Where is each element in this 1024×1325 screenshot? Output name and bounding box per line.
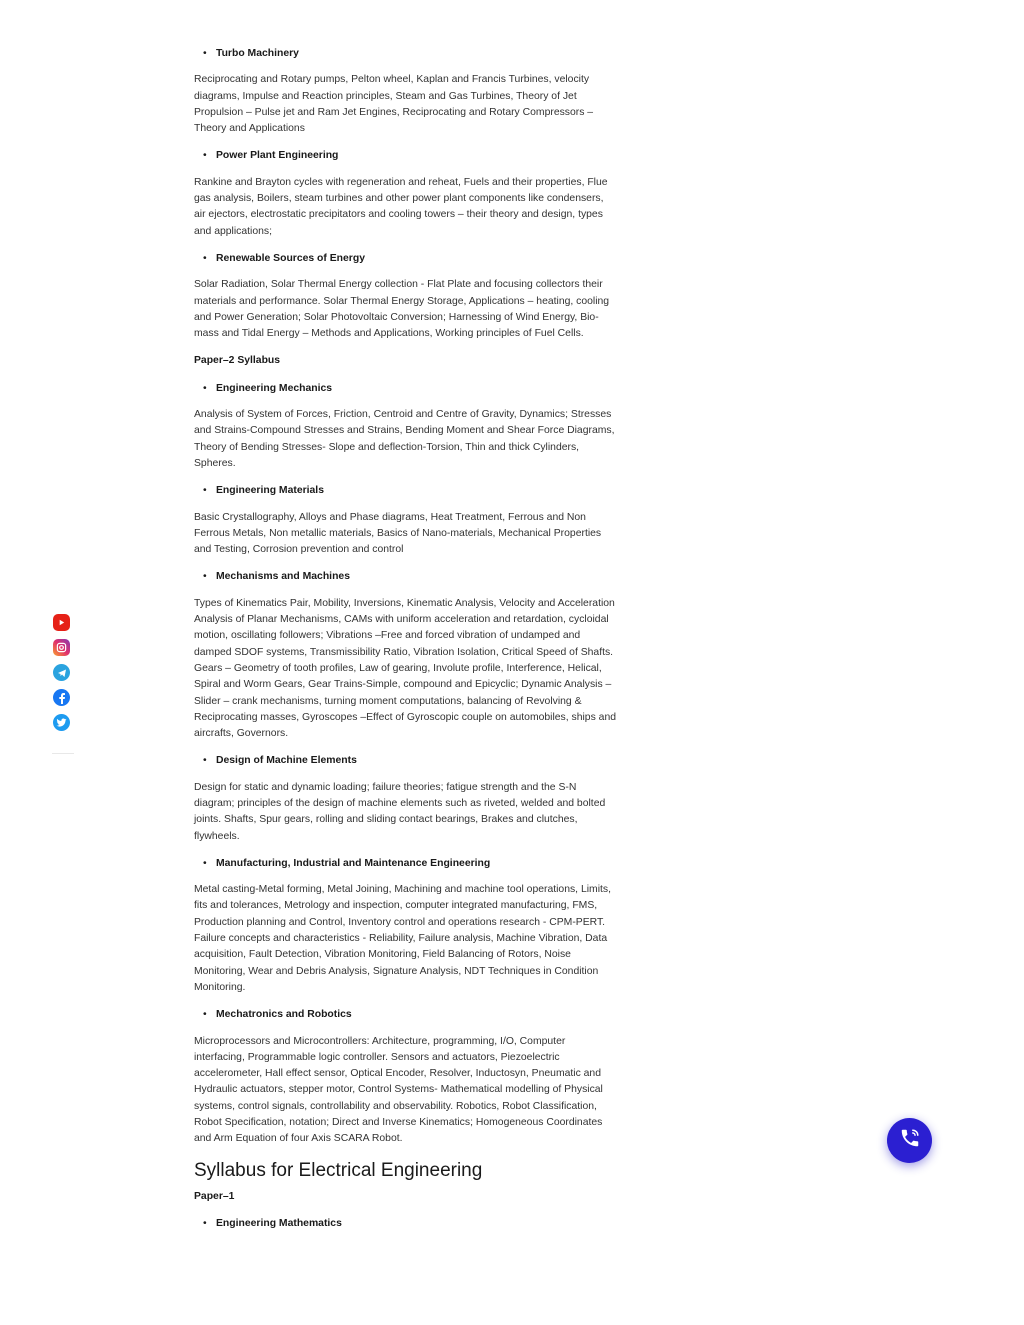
topic-renewable-energy: • Renewable Sources of Energy	[194, 251, 616, 267]
topic-engineering-mechanics: • Engineering Mechanics	[194, 381, 616, 397]
topic-manufacturing: • Manufacturing, Industrial and Maintenance Engineering	[194, 856, 616, 872]
paper-2-heading: Paper–2 Syllabus	[194, 355, 281, 367]
topic-text-mechanisms: Types of Kinematics Pair, Mobility, Inversions, Kinematic Analysis, Velocity and Acceleration Analysis of Planar Mechanisms, CAMs with uniform acceleration and retardation, cycloidal motion, oscillating followers; Vibrations –Free and forced vibration of undamped and damped SDOF systems, Transmissibility Ratio, Vibration Isolation, Critical Speed of Shafts. Gears – Geometry of tooth profiles, Law of gearing, Involute profile, Interference, Helical, Spiral and Worm Gears, Gear Trains-Simple, compound and Epicyclic; Dynamic Analysis – Slider – crank mechanisms, turning moment computations, balancing of Revolving & Reciprocating masses, Gyroscopes –Effect of Gyroscopic couple on automobiles, ships and aircrafts, Governors.	[194, 597, 616, 740]
social-links	[52, 614, 74, 754]
electrical-section-title: Syllabus for Electrical Engineering	[194, 1159, 483, 1181]
topic-power-plant: • Power Plant Engineering	[194, 148, 616, 164]
paper-1-heading: Paper–1	[194, 1190, 235, 1202]
topic-engineering-materials: • Engineering Materials	[194, 483, 616, 499]
facebook-icon[interactable]	[53, 689, 70, 706]
topic-text-mechatronics: Microprocessors and Microcontrollers: Architecture, programming, I/O, Computer interfacing, Programmable logic controller. Sensors and actuators, Piezoelectric accelerometer, Hall effect sensor, Optical Encoder, Resolver, Inductosyn, Pneumatic and Hydraulic actuators, stepper motor, Control Systems- Mathematical modelling of Physical systems, control signals, controllability and observability. Robotics, Robot Classification, Robot Specification, notation; Direct and Inverse Kinematics; Homogeneous Coordinates and Arm Equation of four Axis SCARA Robot.	[194, 1035, 603, 1145]
phone-icon	[899, 1127, 921, 1154]
topic-text-renewable-energy: Solar Radiation, Solar Thermal Energy collection - Flat Plate and focusing collectors their materials and performance. Solar Thermal Energy Storage, Applications – heating, cooling and Power Generation; Solar Photovoltaic Conversion; Harnessing of Wind Energy, Bio-mass and Tidal Energy – Methods and Applications, Working principles of Fuel Cells.	[194, 279, 610, 340]
telegram-icon[interactable]	[53, 664, 70, 681]
topic-machine-design: • Design of Machine Elements	[194, 753, 616, 769]
topic-engineering-mathematics: • Engineering Mathematics	[194, 1216, 616, 1232]
topic-text-engineering-mechanics: Analysis of System of Forces, Friction, Centroid and Centre of Gravity, Dynamics; Stresses and Strains-Compound Stresses and Strains, Bending Moment and Shear Force Diagrams, Theory of Bending Stresses- Slope and deflection-Torsion, Thin and thick Cylinders, Spheres.	[194, 409, 615, 469]
topic-text-machine-design: Design for static and dynamic loading; failure theories; fatigue strength and the S-N diagram; principles of the design of machine elements such as riveted, welded and bolted joints. Shafts, Spur gears, rolling and sliding contact bearings, Brakes and clutches, flywheels.	[194, 781, 606, 842]
topic-text-turbo-machinery: Reciprocating and Rotary pumps, Pelton wheel, Kaplan and Francis Turbines, velocity diagrams, Impulse and Reaction principles, Steam and Gas Turbines, Theory of Jet Propulsion – Pulse jet and Ram Jet Engines, Reciprocating and Rotary Compressors – Theory and Applications	[194, 74, 594, 135]
call-button[interactable]	[887, 1118, 932, 1163]
topic-text-power-plant: Rankine and Brayton cycles with regeneration and reheat, Fuels and their properties, Flue gas analysis, Boilers, steam turbines and other power plant components like condensers, air ejectors, electrostatic precipitators and cooling towers – their theory and design, types and applications;	[194, 176, 608, 237]
instagram-icon[interactable]	[53, 639, 70, 656]
syllabus-content	[194, 40, 616, 1242]
topic-text-engineering-materials: Basic Crystallography, Alloys and Phase diagrams, Heat Treatment, Ferrous and Non Ferrous Metals, Non metallic materials, Basics of Nano-materials, Mechanical Properties and Testing, Corrosion prevention and control	[194, 511, 602, 556]
twitter-icon[interactable]	[53, 714, 70, 731]
topic-text-manufacturing: Metal casting-Metal forming, Metal Joining, Machining and machine tool operations, Limits, fits and tolerances, Metrology and inspection, computer integrated manufacturing, FMS, Production planning and Control, Inventory control and operations research - CPM-PERT. Failure concepts and characteristics - Reliability, Failure analysis, Machine Vibration, Data acquisition, Fault Detection, Vibration Monitoring, Field Balancing of Rotors, Noise Monitoring, Wear and Debris Analysis, Signature Analysis, NDT Techniques in Condition Monitoring.	[194, 884, 611, 993]
topic-mechanisms: • Mechanisms and Machines	[194, 569, 616, 585]
topic-mechatronics: • Mechatronics and Robotics	[194, 1007, 616, 1023]
youtube-icon[interactable]	[53, 614, 70, 631]
topic-turbo-machinery: • Turbo Machinery	[194, 46, 616, 62]
